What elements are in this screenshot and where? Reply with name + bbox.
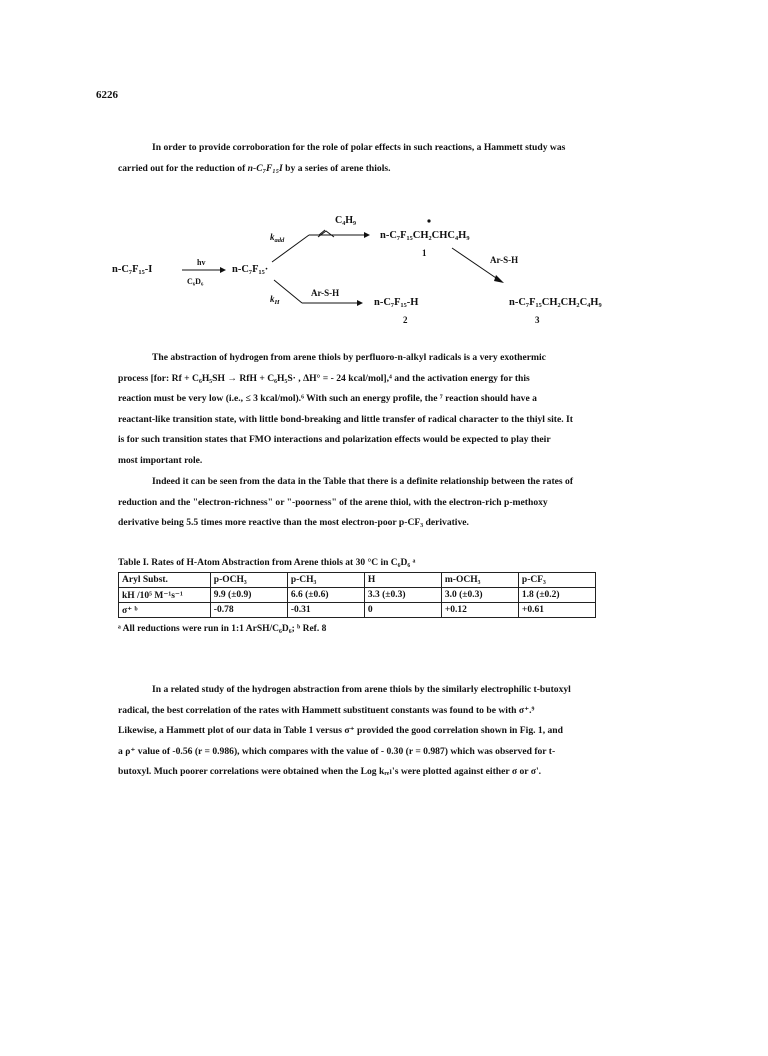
table-header-cell: p-CF₃ (518, 573, 595, 588)
table-row-label: σ⁺ ᵇ (119, 603, 211, 618)
scheme-arsh-lower: Ar-S-H (311, 288, 340, 298)
table-row-kH (119, 588, 596, 603)
table-header-cell: Aryl Subst. (119, 573, 211, 588)
para4-line: Likewise, a Hammett plot of our data in Table 1 versus σ⁺ provided the good correlation shown in Fig. 1, and (118, 725, 563, 736)
reaction-scheme (112, 205, 672, 335)
scheme-label-1: 1 (422, 248, 427, 258)
table-footnote: ᵃ All reductions were run in 1:1 ArSH/C₆D₆; ᵇ Ref. 8 (118, 624, 327, 634)
scheme-alkene: C₄H₉ (335, 215, 356, 226)
scheme-kH: $k_H$ (270, 294, 280, 306)
table-cell: 3.3 (±0.3) (364, 588, 441, 603)
table-cell: -0.78 (210, 603, 287, 618)
rates-table (118, 572, 596, 618)
para2-line: reaction must be very low (i.e., ≤ 3 kcal/mol).⁶ With such an energy profile, the ⁷ reaction should have a (118, 393, 537, 404)
scheme-hv-arrowhead (220, 267, 226, 273)
table-title (118, 558, 415, 568)
scheme-product-1: n-C₇F₁₅CH₂CHC₄H₉ (380, 230, 470, 241)
table-cell: 9.9 (±0.9) (210, 588, 287, 603)
para4-line: radical, the best correlation of the rates with Hammett substituent constants was found to be with σ⁺.⁹ (118, 704, 535, 716)
table-header-row (119, 573, 596, 588)
scheme-product-3: n-C₇F₁₅CH₂CH₂C₄H₉ (509, 297, 602, 308)
table-row-sigma (119, 603, 596, 618)
table-header-cell: p-CH₃ (287, 573, 364, 588)
para3-line: reduction and the "electron-richness" or "-poorness" of the arene thiol, with the electron-rich p-methoxy (118, 496, 548, 508)
scheme-kadd: $k_{add}$ (270, 232, 285, 244)
para2-line: reactant-like transition state, with little bond-breaking and little transfer of radical character to the thiyl site. It (118, 413, 573, 425)
scheme-start: n-C₇F₁₅-I (112, 264, 153, 275)
para4-line: a ρ⁺ value of -0.56 (r = 0.986), which compares with the value of - 0.30 (r = 0.987) which was observed for t- (118, 745, 556, 757)
table-cell: 1.8 (±0.2) (518, 588, 595, 603)
table-header-cell: m-OCH₃ (441, 573, 518, 588)
scheme-label-3: 3 (535, 315, 540, 325)
para2-line: is for such transition states that FMO interactions and polarization effects would be expected to play their (118, 434, 551, 445)
table-cell: 0 (364, 603, 441, 618)
para4-line: butoxyl. Much poorer correlations were obtained when the Log kᵣₑₗ's were plotted against either σ or σ'. (118, 766, 542, 777)
scheme-upper-arrowhead (364, 232, 370, 238)
scheme-hv: hv (197, 258, 206, 267)
intro-line-2-post: by a series of arene thiols. (282, 162, 391, 174)
table-row-label: kH /10⁵ M⁻¹s⁻¹ (119, 588, 211, 603)
para4-line: In a related study of the hydrogen abstraction from arene thiols by the similarly electrophilic t-butoxyl (152, 684, 571, 695)
intro-line-1: In order to provide corroboration for the role of polar effects in such reactions, a Hammett study was (152, 142, 566, 153)
scheme-arsh-upper: Ar-S-H (490, 255, 519, 265)
paragraph-3 (118, 472, 668, 534)
table-title-text: Rates of H-Atom Abstraction from Arene thiols at 30 °C in C₆D₆ ᵃ (148, 558, 416, 568)
intro-paragraph (118, 138, 668, 179)
para3-line: Indeed it can be seen from the data in the Table that there is a definite relationship between the rates of (152, 476, 574, 487)
table-header-cell: p-OCH₃ (210, 573, 287, 588)
table-cell: -0.31 (287, 603, 364, 618)
table-cell: 3.0 (±0.3) (441, 588, 518, 603)
scheme-label-2: 2 (403, 315, 408, 325)
table-title-label: Table I. (118, 558, 149, 568)
intro-reagent: n-C₇F₁₅I (247, 162, 283, 174)
para3-line: derivative being 5.5 times more reactive than the most electron-poor p-CF₃ derivative. (118, 517, 469, 528)
para2-line: The abstraction of hydrogen from arene thiols by perfluoro-n-alkyl radicals is a very exothermic (152, 352, 546, 363)
scheme-lower-arrowhead (357, 300, 363, 306)
paragraph-4 (118, 680, 668, 783)
table-cell: +0.61 (518, 603, 595, 618)
scheme-right-arrowhead (494, 275, 504, 283)
scheme-solvent: C₆D₆ (187, 277, 204, 286)
table-cell: +0.12 (441, 603, 518, 618)
page-number: 6226 (96, 89, 118, 101)
para2-line: process [for: Rf + C₆H₅SH → RfH + C₆H₅S· , ΔH° = - 24 kcal/mol],⁴ and the activation energy for this (118, 372, 530, 384)
scheme-product-2: n-C₇F₁₅-H (374, 297, 419, 308)
scheme-radical: n-C₇F₁₅· (232, 264, 269, 275)
radical-dot (427, 219, 430, 222)
table-header-cell: H (364, 573, 441, 588)
intro-line-2-pre: carried out for the reduction of (118, 162, 248, 174)
para2-line: most important role. (118, 454, 203, 466)
table-cell: 6.6 (±0.6) (287, 588, 364, 603)
paragraph-2 (118, 348, 668, 471)
